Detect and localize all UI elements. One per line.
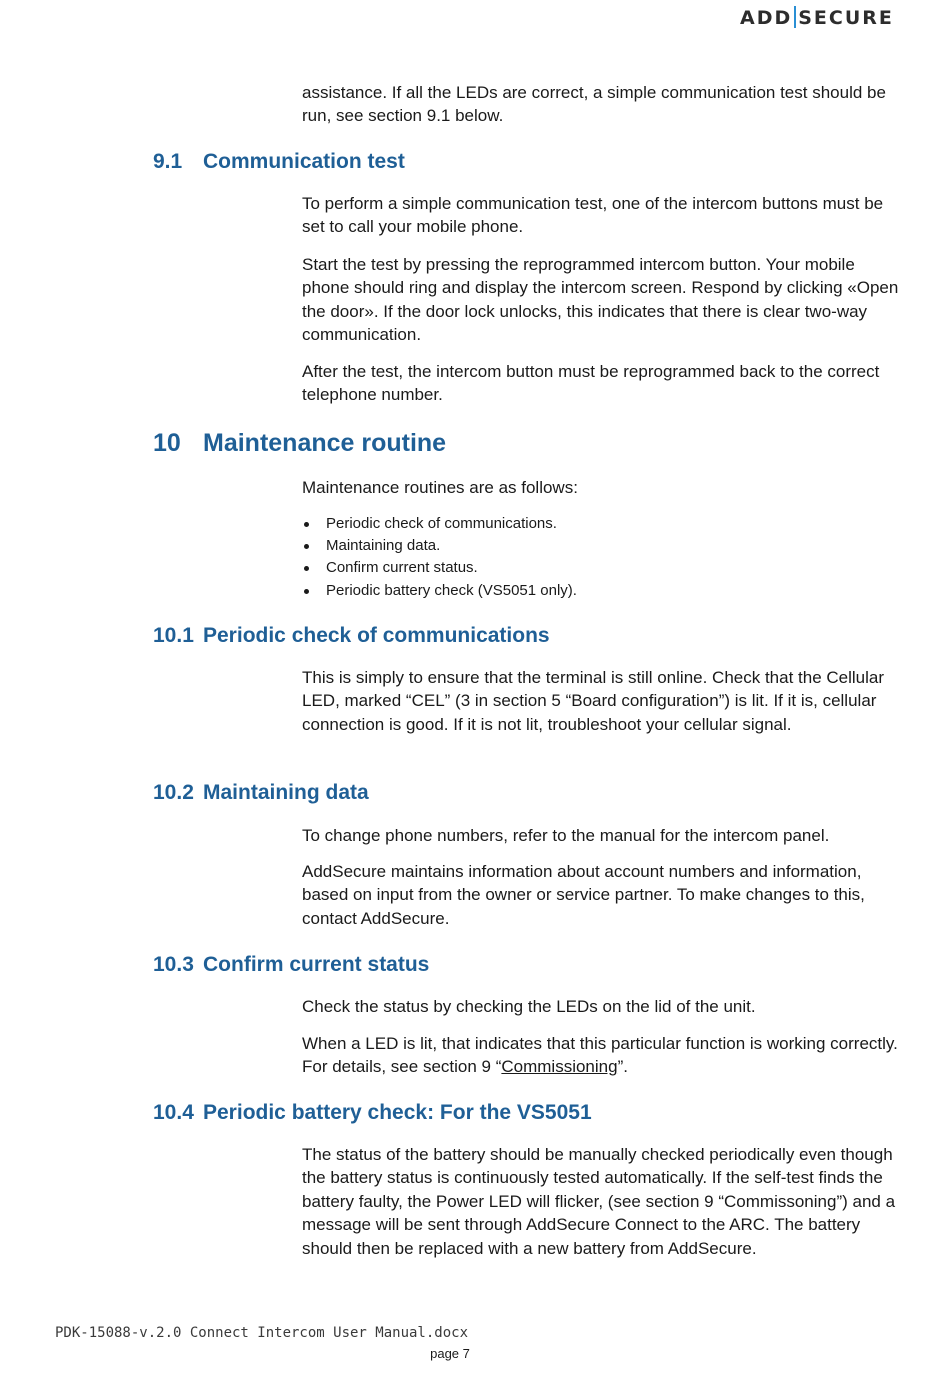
paragraph: AddSecure maintains information about account numbers and information, based on input from the owner or service partner. To make changes to this, contact AddSecure. — [302, 862, 865, 928]
paragraph: To perform a simple communication test, one of the intercom buttons must be set to call your mobile phone. — [302, 194, 884, 237]
logo-text-left: ADD — [740, 7, 793, 29]
commissioning-reference-link[interactable]: Commissioning — [501, 1057, 618, 1077]
paragraph: To change phone numbers, refer to the manual for the intercom panel. — [302, 826, 830, 845]
bullet-icon — [304, 544, 309, 549]
heading-10 — [153, 429, 446, 458]
paragraph: Check the status by checking the LEDs on the lid of the unit. — [302, 997, 756, 1016]
heading-number: 9.1 — [153, 150, 183, 173]
heading-10-4 — [153, 1101, 592, 1125]
list-item: Periodic battery check (VS5051 only). — [302, 580, 577, 602]
footer-page-number: page 7 — [430, 1346, 470, 1361]
heading-title: Confirm current status — [203, 953, 430, 976]
bullet-icon — [304, 522, 309, 527]
paragraph: After the test, the intercom button must be reprogrammed back to the correct telephone number. — [302, 362, 880, 405]
maintenance-list — [302, 513, 577, 602]
paragraph: Start the test by pressing the reprogrammed intercom button. Your mobile phone should ring and display the intercom screen. Respond by clicking «Open the door». If the door lock unlocks, this indicates that there is clear two-way communication. — [302, 255, 899, 345]
heading-title: Periodic check of communications — [203, 624, 550, 647]
heading-number: 10.3 — [153, 953, 194, 976]
list-item: Confirm current status. — [302, 557, 577, 579]
heading-10-3 — [153, 953, 429, 977]
addsecure-logo — [740, 6, 900, 29]
heading-title: Maintenance routine — [203, 429, 447, 457]
heading-title: Periodic battery check: For the VS5051 — [203, 1101, 592, 1124]
bullet-icon — [304, 566, 309, 571]
heading-title: Communication test — [203, 150, 405, 173]
list-item: Periodic check of communications. — [302, 513, 577, 535]
bullet-icon — [304, 589, 309, 594]
intro-paragraph: assistance. If all the LEDs are correct, a simple communication test should be run, see section 9.1 below. — [302, 83, 886, 126]
heading-9-1 — [153, 150, 405, 174]
paragraph: Maintenance routines are as follows: — [302, 478, 578, 497]
footer-document-name: PDK-15088-v.2.0 Connect Intercom User Manual.docx — [55, 1325, 469, 1341]
heading-title: Maintaining data — [203, 781, 369, 804]
paragraph: The status of the battery should be manually checked periodically even though the battery status is continuously tested automatically. If the self-test finds the battery faulty, the Power LED will flicker, (see section 9 “Commissoning”) and a message will be sent through AddSecure Connect to the ARC. The battery should then be replaced with a new battery from AddSecure. — [302, 1145, 896, 1258]
heading-10-1 — [153, 624, 550, 648]
heading-number: 10.4 — [153, 1101, 194, 1124]
paragraph: When a LED is lit, that indicates that this particular function is working correctly. For details, see section 9 “Commissioning”. — [302, 1034, 898, 1077]
logo-text-right: SECURE — [798, 7, 894, 29]
logo-divider — [794, 6, 796, 28]
paragraph: This is simply to ensure that the terminal is still online. Check that the Cellular LED, marked “CEL” (3 in section 5 “Board configuration”) is lit. If it is, cellular connection is good. If it is not lit, troubleshoot your cellular signal. — [302, 668, 885, 734]
heading-number: 10.2 — [153, 781, 194, 804]
list-item: Maintaining data. — [302, 535, 577, 557]
heading-number: 10.1 — [153, 624, 194, 647]
heading-10-2 — [153, 781, 369, 805]
heading-number: 10 — [153, 429, 181, 457]
